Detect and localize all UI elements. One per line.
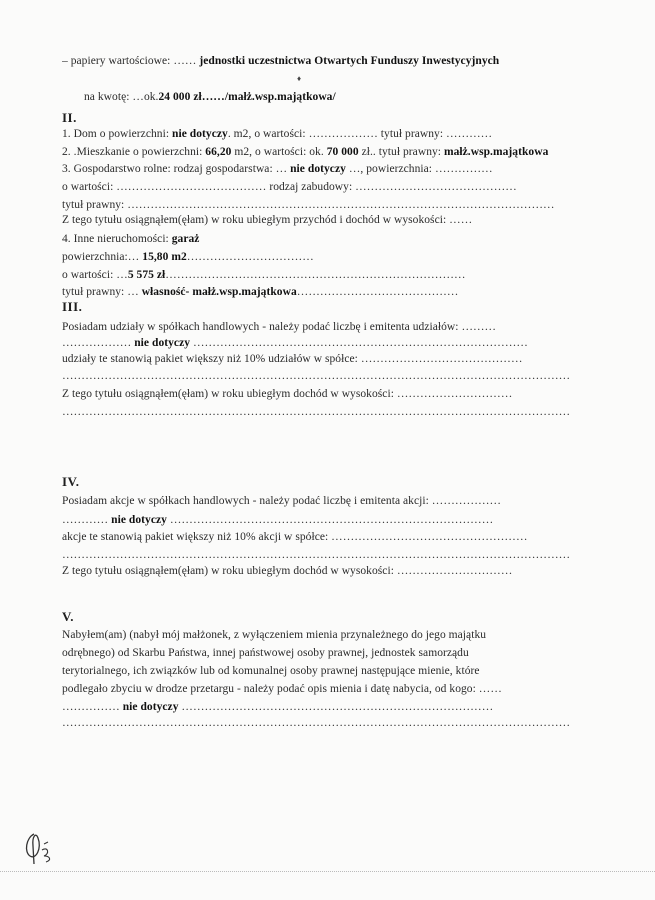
flat-label: 2. .Mieszkanie o powierzchni:	[62, 146, 206, 158]
flat-title: małż.wsp.majątkowa	[443, 146, 549, 158]
flat-value: 70 000	[326, 146, 359, 158]
other-value-value: 5 575 zł	[127, 269, 166, 281]
other-property-line	[62, 232, 622, 246]
acquired-dots: ……………	[62, 701, 123, 713]
acquired-value: nie dotyczy	[122, 701, 179, 713]
farm-title-line: tytuł prawny: …………………………………………………………………………………………………	[62, 199, 555, 211]
other-area-rest: ……………………………	[186, 251, 314, 263]
shares-income-line: Z tego tytułu osiągnąłem(ęłam) w roku ubiegłym dochód w wysokości: …………………………	[62, 388, 513, 400]
other-title-label: tytuł prawny: …	[62, 286, 142, 298]
shares-pack-line: udziały te stanowią pakiet większy niż 10% udziałów w spółce: ……………………………………	[62, 353, 523, 365]
other-area-value: 15,80 m2	[142, 251, 187, 263]
stocks-line: Posiadam akcje w spółkach handlowych - należy podać liczbę i emitenta akcji: ………………	[62, 495, 502, 507]
section-ii-heading: II.	[62, 110, 77, 125]
signature-icon	[20, 826, 60, 866]
shares-dots-line: ……………………………………………………………………………………………………………………	[62, 370, 571, 382]
farm-value-line: o wartości: ………………………………… rodzaj zabudowy: ……………………………………	[62, 181, 517, 193]
farm-value: nie dotyczy	[290, 163, 346, 175]
shares-line: Posiadam udziały w spółkach handlowych - należy podać liczbę i emitenta udziałów: ………	[62, 321, 497, 333]
house-value: nie dotyczy	[172, 128, 228, 140]
house-label: 1. Dom o powierzchni:	[62, 128, 173, 140]
shares-dots: ………………	[62, 337, 135, 349]
flat-mid: m2, o wartości: ok.	[231, 146, 327, 158]
acquired-line-4: podlegało zbyciu w drodze przetargu - należy podać opis mienia i datę nabycia, od kogo: ……	[62, 683, 502, 695]
amount-line	[84, 90, 644, 104]
acquired-rest: ………………………………………………………………………	[178, 701, 494, 713]
shares-value: nie dotyczy	[134, 337, 191, 349]
other-title-rest: ……………………………………	[296, 286, 459, 298]
scan-edge	[0, 871, 655, 872]
other-property-label: 4. Inne nieruchomości:	[62, 233, 172, 245]
stocks-dots: …………	[62, 514, 112, 526]
securities-line	[62, 54, 622, 68]
stocks-rest: …………………………………………………………………………	[166, 514, 494, 526]
other-value-rest: ……………………………………………………………………	[165, 269, 466, 281]
amount-value: 24 000 zł……/małż.wsp.majątkowa/	[158, 91, 336, 103]
farm-income-line: Z tego tytułu osiągnąłem(ęłam) w roku ubiegłym przychód i dochód w wysokości: ……	[62, 214, 473, 226]
flat-line	[62, 145, 622, 159]
amount-label: na kwotę: …ok.	[84, 91, 159, 103]
stocks-value: nie dotyczy	[111, 514, 167, 526]
other-value-line	[62, 268, 622, 282]
acquired-line-2: odrębnego) od Skarbu Państwa, innej państwowej osoby prawnej, jednostek samorządu	[62, 647, 469, 659]
acquired-line-1: Nabyłem(am) (nabył mój małżonek, z wyłączeniem mienia przynależnego do jego majątku	[62, 629, 487, 641]
shares-value-line	[62, 336, 622, 350]
acquired-value-line	[62, 700, 622, 714]
other-title-line	[62, 285, 622, 299]
other-title-value: własność- małż.wsp.majątkowa	[141, 286, 297, 298]
securities-label: – papiery wartościowe: ……	[62, 55, 200, 67]
other-value-label: o wartości: …	[62, 269, 128, 281]
acquired-line-3: terytorialnego, ich związków lub od komunalnej osoby prawnej następujące mienie, które	[62, 665, 480, 677]
section-iv-heading: IV.	[62, 474, 80, 489]
farm-line	[62, 162, 622, 176]
stocks-income-line: Z tego tytułu osiągnąłem(ęłam) w roku ubiegłym dochód w wysokości: …………………………	[62, 565, 513, 577]
other-area-label: powierzchnia:…	[62, 251, 143, 263]
house-rest: . m2, o wartości: ……………… tytuł prawny: …………	[227, 128, 493, 140]
acquired-dots-line: ……………………………………………………………………………………………………………………	[62, 717, 571, 729]
section-iii-heading: III.	[62, 299, 83, 314]
flat-area: 66,20	[205, 146, 232, 158]
stocks-value-line	[62, 513, 622, 527]
securities-value: jednostki uczestnictwa Otwartych Funduszy Inwestycyjnych	[199, 55, 500, 67]
flat-mid2: zł.. tytuł prawny:	[358, 146, 444, 158]
shares-rest: ……………………………………………………………………………	[190, 337, 528, 349]
other-area-line	[62, 250, 622, 264]
farm-rest: …, powierzchnia: ……………	[345, 163, 493, 175]
other-property-value: garaż	[171, 233, 200, 245]
house-line	[62, 127, 622, 141]
shares-income-dots: ……………………………………………………………………………………………………………………	[62, 406, 571, 418]
scan-mark: ♦	[297, 74, 302, 83]
stocks-dots-line: ……………………………………………………………………………………………………………………	[62, 549, 571, 561]
section-v-heading: V.	[62, 609, 74, 624]
farm-label: 3. Gospodarstwo rolne: rodzaj gospodarstwa: …	[62, 163, 291, 175]
stocks-pack-line: akcje te stanowią pakiet większy niż 10% akcji w spółce: ……………………………………………	[62, 531, 528, 543]
